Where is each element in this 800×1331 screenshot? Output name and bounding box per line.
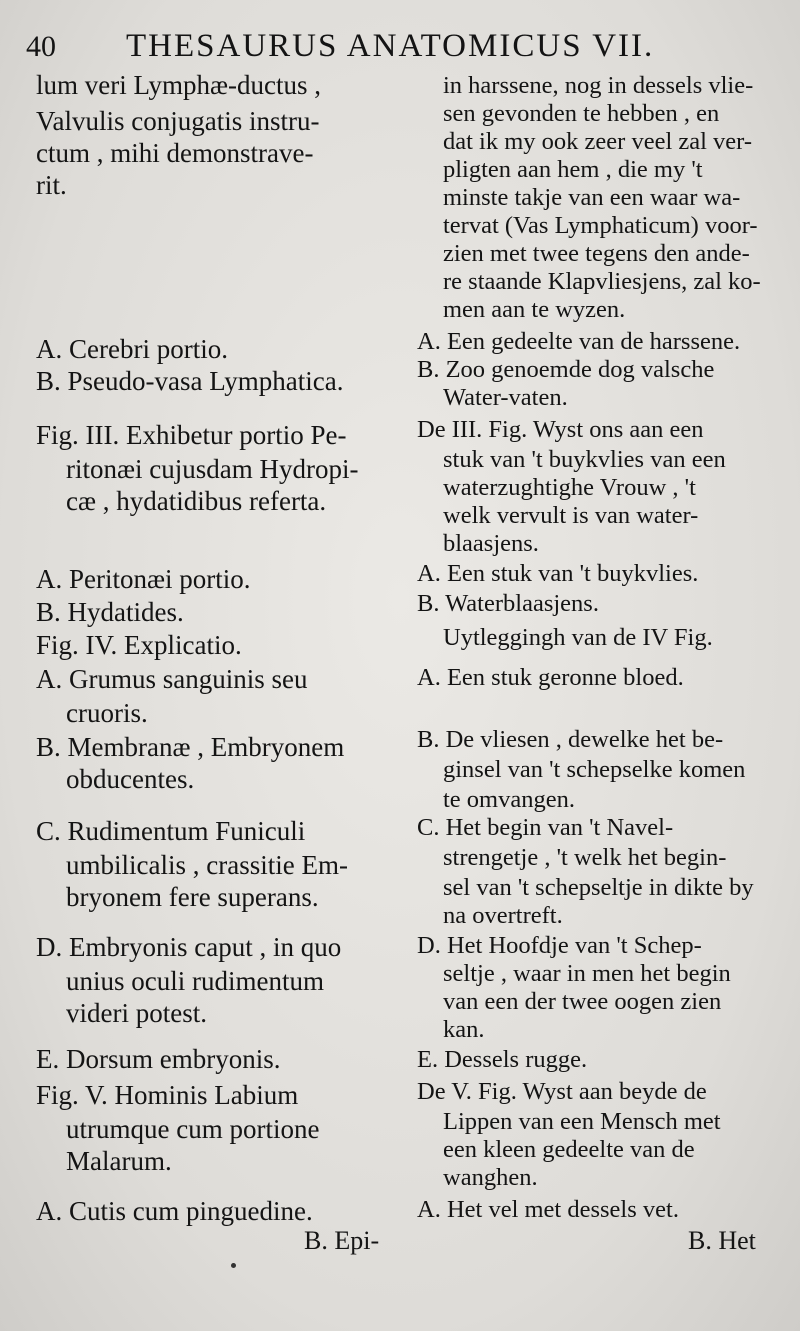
figure-heading: Fig. IV. Explicatio.	[36, 630, 242, 660]
text-line: ritonæi cujusdam Hydropi-	[66, 454, 359, 484]
catchword-left: B. Epi-	[304, 1226, 380, 1255]
legend-entry: A. Grumus sanguinis seu	[36, 664, 308, 694]
text-line: seltje , waar in men het begin	[443, 960, 731, 987]
text-line: lum veri Lymphæ-ductus ,	[36, 70, 321, 100]
text-line: Malarum.	[66, 1146, 172, 1176]
legend-entry: A. Een stuk van 't buykvlies.	[417, 560, 699, 587]
legend-entry: C. Rudimentum Funiculi	[36, 816, 306, 846]
text-line: bryonem fere superans.	[66, 882, 319, 912]
text-line: cæ , hydatidibus referta.	[66, 486, 327, 516]
text-line: rit.	[36, 170, 67, 200]
figure-heading: De III. Fig. Wyst ons aan een	[417, 416, 704, 443]
text-line: tervat (Vas Lymphaticum) voor-	[443, 212, 758, 239]
figure-heading: Fig. V. Hominis Labium	[36, 1080, 299, 1110]
legend-entry: B. Waterblaasjens.	[417, 590, 599, 617]
text-line: sen gevonden te hebben , en	[443, 100, 720, 127]
legend-entry: A. Een stuk geronne bloed.	[417, 664, 684, 691]
figure-heading: Uytleggingh van de IV Fig.	[443, 624, 713, 651]
text-line: in harssene, nog in dessels vlie-	[443, 72, 754, 99]
legend-entry: A. Een gedeelte van de harssene.	[417, 328, 741, 355]
text-line: te omvangen.	[443, 786, 575, 813]
legend-entry: E. Dessels rugge.	[417, 1046, 588, 1073]
text-line: wanghen.	[443, 1164, 538, 1191]
text-line: utrumque cum portione	[66, 1114, 320, 1144]
catchword-right: B. Het	[688, 1226, 756, 1255]
text-line: sel van 't schepseltje in dikte by	[443, 874, 754, 901]
text-line: men aan te wyzen.	[443, 296, 626, 323]
text-line: strengetje , 't welk het begin-	[443, 844, 727, 871]
text-line: welk vervult is van water-	[443, 502, 699, 529]
text-line: videri potest.	[66, 998, 207, 1028]
text-line: waterzughtighe Vrouw , 't	[443, 474, 696, 501]
page-header	[26, 26, 766, 66]
legend-entry: C. Het begin van 't Navel-	[417, 814, 674, 841]
text-line: Water-vaten.	[443, 384, 568, 411]
legend-entry: B. Pseudo-vasa Lymphatica.	[36, 366, 344, 396]
text-line: ctum , mihi demonstrave-	[36, 138, 314, 168]
legend-entry: B. Hydatides.	[36, 597, 184, 627]
legend-entry: A. Cerebri portio.	[36, 334, 228, 364]
text-line: cruoris.	[66, 698, 148, 728]
text-line: kan.	[443, 1016, 485, 1043]
text-line: Lippen van een Mensch met	[443, 1108, 721, 1135]
text-line: een kleen gedeelte van de	[443, 1136, 695, 1163]
text-line: ginsel van 't schepselke komen	[443, 756, 746, 783]
text-line: unius oculi rudimentum	[66, 966, 324, 996]
figure-heading: De V. Fig. Wyst aan beyde de	[417, 1078, 707, 1105]
text-line: van een der twee oogen zien	[443, 988, 722, 1015]
text-line: pligten aan hem , die my 't	[443, 156, 703, 183]
text-line: dat ik my ook zeer veel zal ver-	[443, 128, 753, 155]
text-line: umbilicalis , crassitie Em-	[66, 850, 348, 880]
legend-entry: A. Peritonæi portio.	[36, 564, 251, 594]
running-title: THESAURUS ANATOMICUS VII.	[126, 28, 655, 64]
text-line: na overtreft.	[443, 902, 563, 929]
legend-entry: B. De vliesen , dewelke het be-	[417, 726, 724, 753]
text-line: minste takje van een waar wa-	[443, 184, 741, 211]
text-line: obducentes.	[66, 764, 195, 794]
legend-entry: A. Het vel met dessels vet.	[417, 1196, 679, 1223]
figure-heading: Fig. III. Exhibetur portio Pe-	[36, 420, 347, 450]
ink-speck	[231, 1263, 236, 1268]
legend-entry: D. Embryonis caput , in quo	[36, 932, 342, 962]
text-line: stuk van 't buykvlies van een	[443, 446, 726, 473]
text-line: blaasjens.	[443, 530, 539, 557]
text-line: zien met twee tegens den ande-	[443, 240, 750, 267]
legend-entry: E. Dorsum embryonis.	[36, 1044, 281, 1074]
legend-entry: A. Cutis cum pinguedine.	[36, 1196, 313, 1226]
legend-entry: B. Membranæ , Embryonem	[36, 732, 345, 762]
page-number: 40	[26, 30, 56, 63]
legend-entry: D. Het Hoofdje van 't Schep-	[417, 932, 702, 959]
text-line: Valvulis conjugatis instru-	[36, 106, 320, 136]
legend-entry: B. Zoo genoemde dog valsche	[417, 356, 715, 383]
text-line: re staande Klapvliesjens, zal ko-	[443, 268, 761, 295]
